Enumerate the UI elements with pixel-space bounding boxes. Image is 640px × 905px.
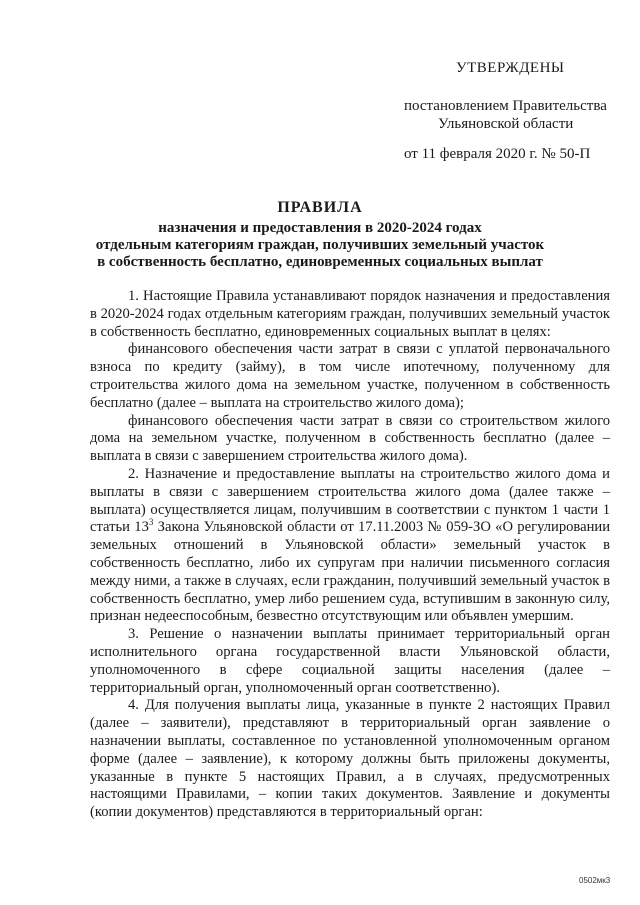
- document-body: [90, 288, 610, 822]
- paragraph-2-part-2: Закона Ульяновской области от 17.11.2003 № 059-ЗО «О регулировании земельных отношений в Ульяновской области» земельный участок в собственность бесплатно, либо их супругам при наличии письменного согласия между ними, а также в случаях, если гражданин, получивший земельный участок в собственность бесплатно, умер либо решением суда, вступившим в законную силу, признан недееспособным, безвестно отсутствующим или объявлен умершим.: [90, 519, 611, 625]
- paragraph-3: 3. Решение о назначении выплаты принимает территориальный орган исполнительного органа государственной власти Ульяновской области, уполномоченного в сфере социальной защиты населения (далее – территориальный орган, уполномоченный орган соответственно).: [90, 626, 610, 696]
- approval-line-1: постановлением Правительства: [404, 98, 607, 114]
- heading-line-1: назначения и предоставления в 2020-2024 годах: [158, 220, 482, 236]
- document-title: ПРАВИЛА: [277, 199, 363, 216]
- paragraph-1: 1. Настоящие Правила устанавливают порядок назначения и предоставления в 2020-2024 годах отдельным категориям граждан, получивших земельный участок в собственность бесплатно, единовременных социальных выплат в целях:: [90, 288, 610, 340]
- approval-line-2: Ульяновской области: [438, 116, 574, 132]
- heading-line-2: отдельным категориям граждан, получивших земельный участок: [95, 237, 545, 253]
- paragraph-1-item-1: финансового обеспечения части затрат в связи с уплатой первоначального взноса по кредиту (займу), в том числе ипотечному, полученному для строительства жилого дома на земельном участке, полученном в собственность бесплатно (далее – выплата на строительство жилого дома);: [90, 341, 610, 411]
- article-superscript: 3: [148, 517, 154, 528]
- footer-code: 0502мк3: [579, 876, 611, 885]
- paragraph-4: 4. Для получения выплаты лица, указанные в пункте 2 настоящих Правил (далее – заявители), представляют в территориальный орган заявление о назначении выплаты, составленное по установленной уполномоченным органом форме (далее – заявление), к которому должны быть приложены документы, указанные в пункте 5 настоящих Правил, а в случаях, предусмотренных настоящими Правилами, – копии таких документов. Заявление и документы (копии документов) представляются в территориальный орган:: [90, 697, 610, 821]
- approval-word: УТВЕРЖДЕНЫ: [456, 60, 565, 76]
- paragraph-2: [90, 466, 610, 626]
- paragraph-1-item-2: финансового обеспечения части затрат в связи со строительством жилого дома на земельном участке, полученном в собственность бесплатно (далее – выплата в связи с завершением строительства жилого дома).: [90, 412, 610, 465]
- heading-line-3: в собственность бесплатно, единовременных социальных выплат: [97, 254, 543, 270]
- paragraph-2-part-1: 2. Назначение и предоставление выплаты на строительство жилого дома и выплаты в связи с завершением строительства жилого дома (далее также – выплата) осуществляется лицам, получившим в соответствии с пунктом 1 части 1 статьи 13: [90, 465, 610, 536]
- approval-line-3: от 11 февраля 2020 г. № 50-П: [404, 146, 591, 162]
- document-heading: [60, 199, 580, 271]
